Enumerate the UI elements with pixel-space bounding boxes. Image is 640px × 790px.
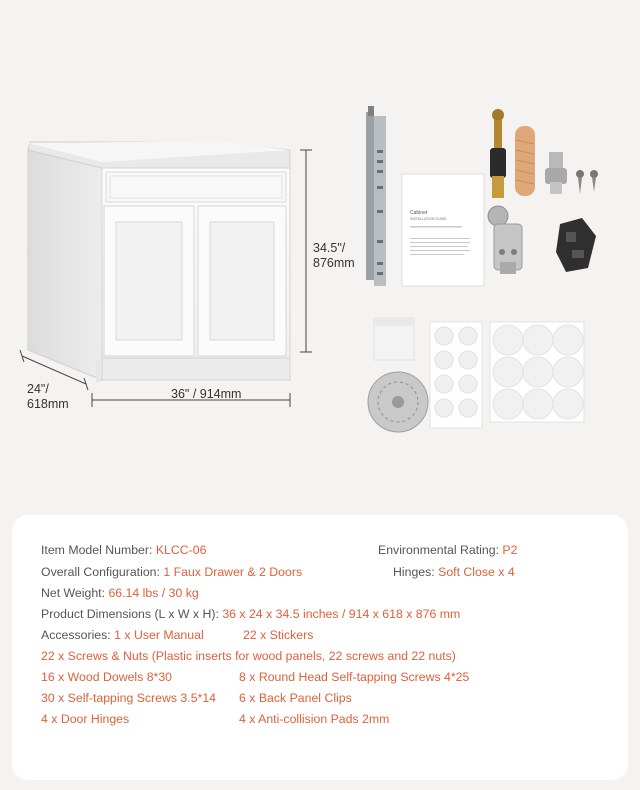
height-metric: 876mm xyxy=(313,256,355,270)
weight-label: Net Weight: xyxy=(41,586,106,600)
hinges-value: Soft Close x 4 xyxy=(438,565,515,579)
user-manual-icon xyxy=(402,174,484,286)
accessories-label: Accessories: xyxy=(41,628,111,642)
width-dimension: 36" / 914mm xyxy=(171,387,242,401)
spec-model xyxy=(41,543,206,557)
accessory-item: 22 x Stickers xyxy=(243,628,314,642)
model-value: KLCC-06 xyxy=(155,543,207,557)
dims-value: 36 x 24 x 34.5 inches / 914 x 618 x 876 mm xyxy=(222,607,461,621)
model-label: Item Model Number: xyxy=(41,543,153,557)
door-hinge-icon xyxy=(488,206,522,274)
accessory-item: 8 x Round Head Self-tapping Screws 4*25 xyxy=(239,670,470,684)
config-label: Overall Configuration: xyxy=(41,565,160,579)
dims-label: Product Dimensions (L x W x H): xyxy=(41,607,219,621)
sticker-wheel-icon xyxy=(368,372,428,432)
spec-weight xyxy=(41,586,199,600)
weight-value: 66.14 lbs / 30 kg xyxy=(108,586,199,600)
manual-title: Cabinet xyxy=(410,210,428,216)
back-panel-clip-icon xyxy=(556,218,596,272)
config-value: 1 Faux Drawer & 2 Doors xyxy=(163,565,303,579)
depth-metric: 618mm xyxy=(27,397,69,411)
anti-collision-pads-small-icon xyxy=(430,322,482,428)
accessory-item: 4 x Anti-collision Pads 2mm xyxy=(239,712,390,726)
spec-configuration xyxy=(41,565,302,579)
accessory-item: 6 x Back Panel Clips xyxy=(239,691,352,705)
accessory-item: 16 x Wood Dowels 8*30 xyxy=(41,670,173,684)
spec-card xyxy=(12,515,628,780)
manual-subtitle: INSTALLATION GUIDE xyxy=(410,217,447,221)
hinges-label: Hinges: xyxy=(393,565,435,579)
depth-dimension xyxy=(27,382,69,412)
drawer-slide-icon xyxy=(366,106,386,286)
env-value: P2 xyxy=(502,543,518,557)
plastic-insert-icon xyxy=(545,152,567,194)
height-imperial: 34.5"/ xyxy=(313,241,346,255)
cam-bolt-icon xyxy=(490,109,506,198)
spec-dimensions xyxy=(41,607,460,621)
depth-imperial: 24"/ xyxy=(27,382,49,396)
screw-icon xyxy=(576,170,598,194)
spec-hinges xyxy=(393,565,515,579)
accessory-item: 22 x Screws & Nuts (Plastic inserts for wood panels, 22 screws and 22 nuts) xyxy=(41,649,456,663)
env-label: Environmental Rating: xyxy=(378,543,499,557)
height-dimension xyxy=(313,241,355,271)
wood-dowel-icon xyxy=(515,126,535,196)
sticker-bag-icon xyxy=(374,318,414,360)
accessory-item: 30 x Self-tapping Screws 3.5*14 xyxy=(41,691,216,705)
accessory-item: 4 x Door Hinges xyxy=(41,712,130,726)
anti-collision-pads-large-icon xyxy=(490,322,584,422)
spec-environmental xyxy=(378,543,517,557)
spec-accessories xyxy=(41,628,204,642)
accessory-item: 1 x User Manual xyxy=(114,628,204,642)
